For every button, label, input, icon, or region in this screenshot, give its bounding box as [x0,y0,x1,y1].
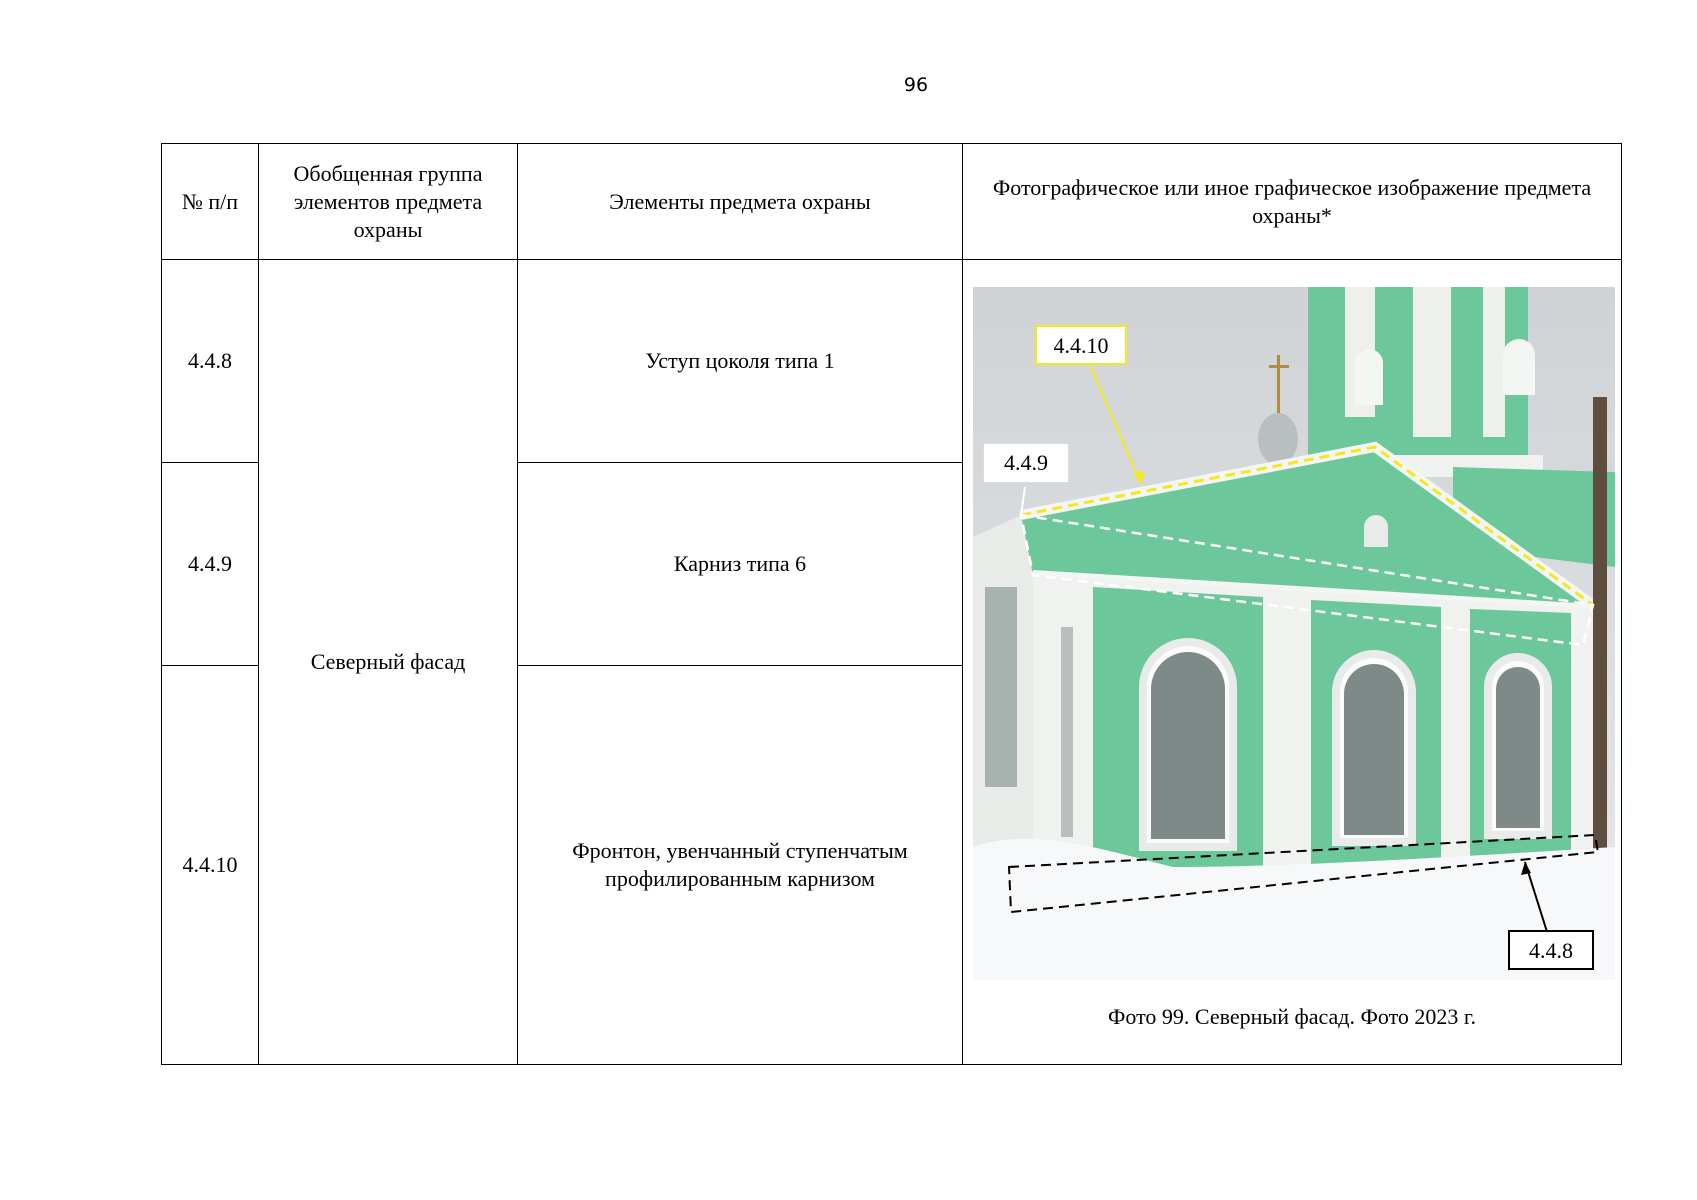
page-number: 96 [903,74,929,96]
row-num: 4.4.10 [162,666,259,1065]
photo-cell [963,260,1622,1065]
row-element: Уступ цоколя типа 1 [518,260,963,463]
header-element: Элементы предмета охраны [518,144,963,260]
header-group: Обобщенная группа элементов предмета охраны [259,144,518,260]
table-header-row [162,144,1622,260]
row-num: 4.4.9 [162,463,259,666]
protection-table [161,143,1622,1065]
facade-photo [973,287,1615,980]
label-4-4-8: 4.4.8 [1508,930,1594,970]
header-image: Фотографическое или иное графическое изображение предмета охраны* [963,144,1622,260]
label-4-4-10: 4.4.10 [1035,325,1127,365]
group-cell: Северный фасад [259,260,518,1065]
label-4-4-9: 4.4.9 [983,443,1069,483]
row-num: 4.4.8 [162,260,259,463]
header-num: № п/п [162,144,259,260]
photo-caption: Фото 99. Северный фасад. Фото 2023 г. [1108,1004,1476,1029]
table-row [162,260,1622,463]
row-element: Карниз типа 6 [518,463,963,666]
row-element: Фронтон, увенчанный ступенчатым профилированным карнизом [518,666,963,1065]
